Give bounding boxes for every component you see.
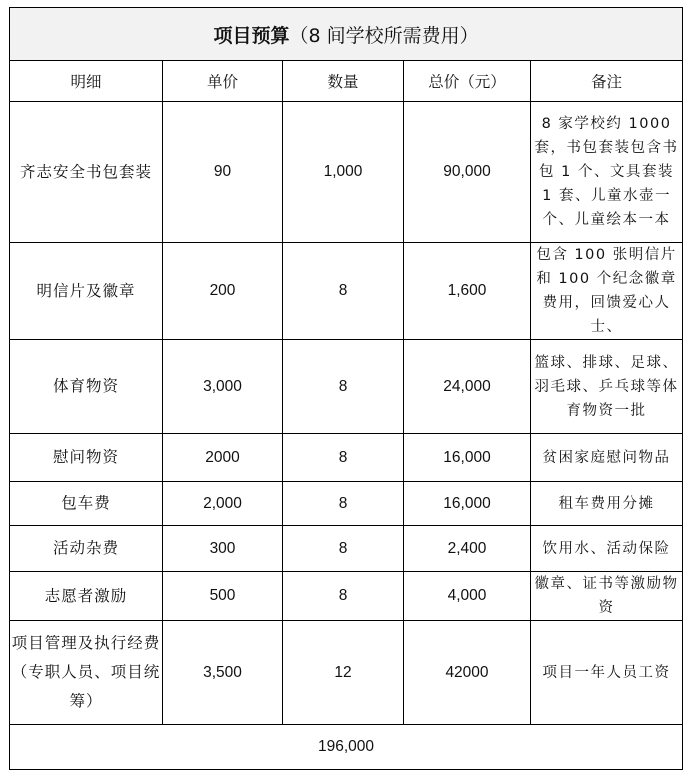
row-quantity: 8 [283, 482, 404, 526]
row-unit-price: 90 [163, 102, 283, 243]
table-row [10, 340, 683, 434]
header-note: 备注 [531, 61, 683, 102]
row-quantity: 8 [283, 243, 404, 340]
row-item: 体育物资 [10, 340, 163, 434]
row-total: 90,000 [404, 102, 531, 243]
row-note: 徽章、证书等激励物资 [531, 572, 683, 621]
row-note: 贫困家庭慰问物品 [531, 434, 683, 482]
table-row [10, 572, 683, 621]
row-unit-price: 2000 [163, 434, 283, 482]
table-row [10, 526, 683, 572]
row-total: 16,000 [404, 482, 531, 526]
title-row [10, 8, 683, 61]
row-item: 活动杂费 [10, 526, 163, 572]
row-unit-price: 300 [163, 526, 283, 572]
header-total: 总价（元） [404, 61, 531, 102]
row-unit-price: 3,000 [163, 340, 283, 434]
row-total: 1,600 [404, 243, 531, 340]
row-quantity: 8 [283, 434, 404, 482]
row-note: 8 家学校约 1000 套，书包套装包含书包 1 个、文具套装 1 套、儿童水壶一个、儿童绘本一本 [531, 102, 683, 243]
row-note: 项目一年人员工资 [531, 621, 683, 725]
row-note: 篮球、排球、足球、羽毛球、乒乓球等体育物资一批 [531, 340, 683, 434]
table-row [10, 621, 683, 725]
row-item: 包车费 [10, 482, 163, 526]
row-quantity: 8 [283, 340, 404, 434]
table-title-sub: （8 间学校所需费用） [289, 24, 479, 47]
row-total: 4,000 [404, 572, 531, 621]
table-row [10, 434, 683, 482]
row-total: 42000 [404, 621, 531, 725]
row-item: 慰问物资 [10, 434, 163, 482]
row-item: 齐志安全书包套装 [10, 102, 163, 243]
row-quantity: 1,000 [283, 102, 404, 243]
table-title-main: 项目预算 [213, 24, 290, 47]
header-item: 明细 [10, 61, 163, 102]
header-quantity: 数量 [283, 61, 404, 102]
row-note: 包含 100 张明信片和 100 个纪念徽章费用，回馈爱心人士、 [531, 243, 683, 340]
table-row [10, 243, 683, 340]
budget-table [9, 7, 683, 770]
row-note: 租车费用分摊 [531, 482, 683, 526]
row-unit-price: 200 [163, 243, 283, 340]
row-total: 16,000 [404, 434, 531, 482]
table-row [10, 482, 683, 526]
row-total: 2,400 [404, 526, 531, 572]
row-unit-price: 500 [163, 572, 283, 621]
row-quantity: 8 [283, 526, 404, 572]
row-item: 项目管理及执行经费（专职人员、项目统筹） [10, 621, 163, 725]
table-row [10, 102, 683, 243]
row-total: 24,000 [404, 340, 531, 434]
row-unit-price: 3,500 [163, 621, 283, 725]
grand-total: 196,000 [10, 725, 683, 770]
row-quantity: 12 [283, 621, 404, 725]
total-row [10, 725, 683, 770]
row-note: 饮用水、活动保险 [531, 526, 683, 572]
table-title [10, 8, 683, 61]
row-quantity: 8 [283, 572, 404, 621]
row-item: 志愿者激励 [10, 572, 163, 621]
header-unit-price: 单价 [163, 61, 283, 102]
row-item: 明信片及徽章 [10, 243, 163, 340]
row-unit-price: 2,000 [163, 482, 283, 526]
header-row [10, 61, 683, 102]
